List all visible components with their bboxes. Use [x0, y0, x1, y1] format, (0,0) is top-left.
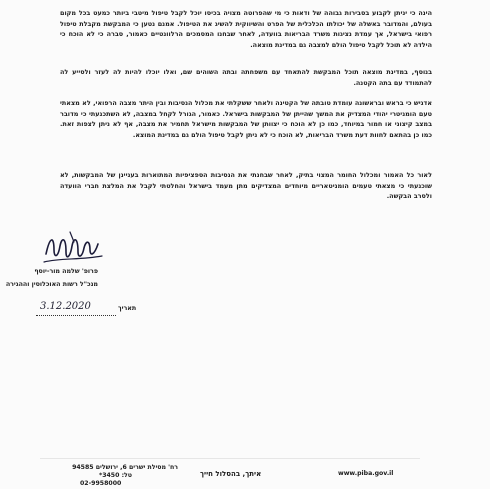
footer-website-link[interactable]: www.piba.gov.il: [338, 470, 394, 477]
paragraph-4: לאור כל האמור ומכלול החומר המצוי בתיק, לאחר שבחנתי את הנסיבות הספציפיות המתוארות בעניינן של המבקשות, לא שוכנעתי כי מצאתי טעמים הומניטאריים מיוחדים המצדיקים מתן מעמד בישראל והחלטתי לקבל את המלצת חברי הוועדה ולסרב הבקשה.: [60, 171, 432, 201]
footer-address: רח' מסילת ישרים 6, ירושלים 94585: [72, 464, 178, 471]
paragraph-2: בנוסף, במדינת מוצאה תוכל המבקשת להתאחד עם משפחתה ובתה השוהים שם, ואלו יוכלו להיות לה לעזר ולסייע לה להתמודד עם בתה הקטנה.: [60, 68, 432, 87]
signer-title: מנכ"ל רשות האוכלוסין וההגירה: [5, 281, 98, 288]
handwritten-signature: [40, 228, 104, 272]
footer-fax: 02-9958000: [80, 480, 122, 487]
date-underline: [36, 315, 116, 316]
footer-phone: טל: 3450*: [98, 472, 132, 479]
date-label: תאריך: [118, 305, 137, 312]
footer-divider: [40, 458, 420, 459]
signer-name: פרופ' שלמה מור-יוסף: [34, 268, 98, 275]
paragraph-3: אדגיש כי בראש ובראשונה עומדת טובתה של הקטינה ולאחר ששקלתי את מכלול הנסיבות ובין היתר מצבה הרפואי, לא מצאתי טעם הומניטרי יהודי המצדיק את המשך שהייתן של המבקשות בישראל. כאמור, הגורל לקחל במצבה, לא השתכנעתי כי מדובר במצב קיצוני או חמור במיוחד, כמו כן לא הוכח כי יצוותן של המבקשות מישראל תחמיר את מצבה, אף לא ניתן לצפות זאת. כמו כן בהתאם לחוות דעת משרד הבריאות, לא הוכח כי לא ניתן לקבל טיפול הולם גם במדינת המוצא.: [60, 99, 432, 139]
handwritten-date: 3.12.2020: [40, 301, 91, 312]
footer-slogan: איתך, בהסלול חייך: [200, 470, 262, 478]
date-row: [36, 301, 166, 318]
paragraph-1: הינה כי יניתן לקבוע בסבירות גבוהה של ודאות כי מי שהפרוטה מצויה בכיסו יוכל לקבל טיפול מיטבי ביותר כמעט בכל מקום בעולם, והמדובר באשלה של יכולתו הכלכלית של הפרט והשיווקית להשיג את הטיפול. אמנם נטען כי המבקשת מקבלת טיפול רפואי בישראל, אך עמדת נציגות משרד הבריאות בוועדה, לאחר שבחנו המסמכים הרלוונטיים כאמור, סברה כי לא הוכח כי הילדה לא תוכל לקבל טיפול הולם למצבה גם במדינת מוצאה.: [60, 9, 432, 49]
